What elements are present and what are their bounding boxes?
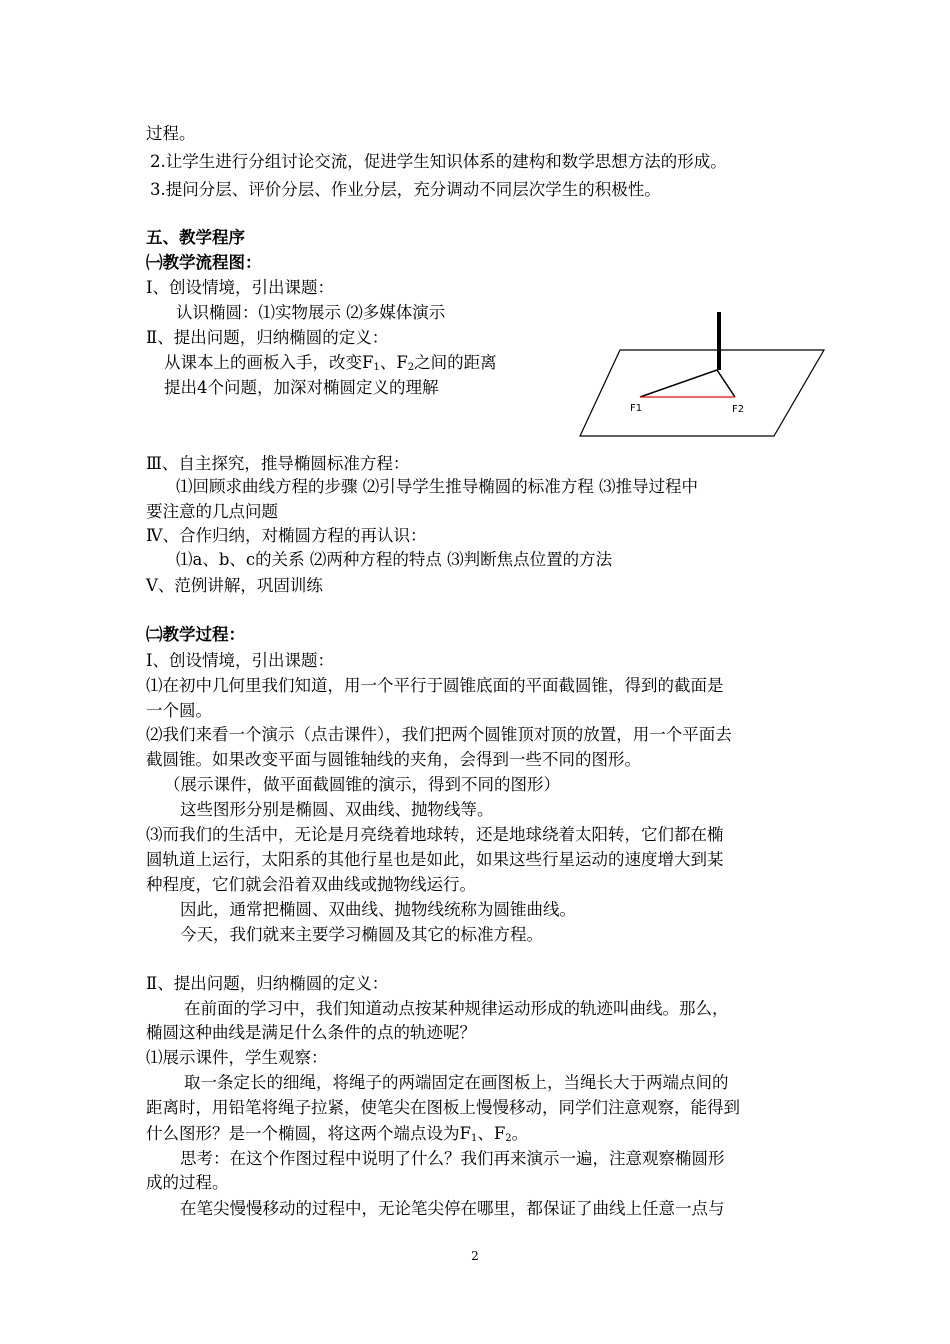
subsection-heading: ㈡教学过程： [146, 625, 245, 644]
text-line: 这些图形分别是椭圆、双曲线、抛物线等。 [180, 800, 494, 819]
text-line: ⑶而我们的生活中，无论是月亮绕着地球转，还是地球绕着太阳转，它们都在椭 [146, 825, 724, 844]
text-line: 在笔尖慢慢移动的过程中，无论笔尖停在哪里，都保证了曲线上任意一点与 [180, 1199, 725, 1218]
page-number: 2 [471, 1249, 479, 1263]
text-line: 种程度，它们就会沿着双曲线或抛物线运行。 [146, 875, 476, 894]
text-line: 成的过程。 [146, 1173, 229, 1192]
text-line: 提出4个问题，加深对椭圆定义的理解 [164, 378, 439, 397]
f1-label: F1 [630, 403, 643, 414]
plane-outline [580, 350, 824, 436]
text-line: 从课本上的画板入手，改变$F_1$、$F_2$之间的距离 [164, 353, 497, 373]
text-line: 思考：在这个作图过程中说明了什么？我们再来演示一遍，注意观察椭圆形 [180, 1149, 725, 1168]
text-line: ⑴在初中几何里我们知道，用一个平行于圆锥底面的平面截圆锥，得到的截面是 [146, 676, 724, 695]
subsection-heading: ㈠教学流程图： [146, 253, 262, 272]
string-left [640, 370, 717, 397]
text-line: ⑵我们来看一个演示（点击课件），我们把两个圆锥顶对顶的放置，用一个平面去 [146, 725, 732, 744]
text-line: 3.提问分层、评价分层、作业分层，充分调动不同层次学生的积极性。 [150, 180, 661, 199]
step-heading: Ⅱ、提出问题，归纳椭圆的定义： [146, 974, 389, 993]
text-line: 要注意的几点问题 [146, 502, 278, 521]
plane-figure [578, 308, 826, 440]
text-line: ⑴回顾求曲线方程的步骤 ⑵引导学生推导椭圆的标准方程 ⑶推导过程中 [176, 477, 698, 496]
flow-step: Ⅲ、自主探究，推导椭圆标准方程： [146, 454, 410, 473]
step-heading: Ⅰ、创设情境，引出课题： [146, 651, 335, 670]
text-line: 2.让学生进行分组讨论交流，促进学生知识体系的建构和数学思想方法的形成。 [150, 152, 727, 171]
text-line: 今天，我们就来主要学习椭圆及其它的标准方程。 [180, 925, 543, 944]
section-heading: 五、教学程序 [146, 228, 245, 247]
text-line: 椭圆这种曲线是满足什么条件的点的轨迹呢？ [146, 1023, 476, 1042]
text-line: （展示课件，做平面截圆锥的演示，得到不同的图形） [164, 775, 560, 794]
text-line: 过程。 [146, 124, 196, 143]
text-line: 在前面的学习中，我们知道动点按某种规律运动形成的轨迹叫曲线。那么， [184, 999, 729, 1018]
f2-label: F2 [732, 404, 745, 415]
flow-step: Ⅳ、合作归纳，对椭圆方程的再认识： [146, 526, 427, 545]
string-right [717, 370, 735, 397]
text-line: 圆轨道上运行，太阳系的其他行星也是如此，如果这些行星运动的速度增大到某 [146, 850, 724, 869]
text-line: 认识椭圆：⑴实物展示 ⑵多媒体演示 [176, 303, 446, 322]
text-line: 取一条定长的细绳，将绳子的两端固定在画图板上，当绳长大于两端点间的 [184, 1073, 729, 1092]
flow-step: Ⅱ、提出问题，归纳椭圆的定义： [146, 328, 389, 347]
flow-step: Ⅴ、范例讲解，巩固训练 [146, 576, 323, 595]
text-line: ⑴展示课件，学生观察： [146, 1048, 328, 1067]
text-line: 什么图形？是一个椭圆，将这两个端点设为$F_1$、$F_2$。 [146, 1124, 529, 1144]
text-line: 距离时，用铅笔将绳子拉紧，使笔尖在图板上慢慢移动，同学们注意观察，能得到 [146, 1098, 740, 1117]
text-line: 截圆锥。如果改变平面与圆锥轴线的夹角，会得到一些不同的图形。 [146, 750, 641, 769]
text-line: 一个圆。 [146, 701, 212, 720]
text-line: 因此，通常把椭圆、双曲线、抛物线统称为圆锥曲线。 [180, 900, 576, 919]
flow-step: Ⅰ、创设情境，引出课题： [146, 278, 335, 297]
text-line: ⑴a、b、c的关系 ⑵两种方程的特点 ⑶判断焦点位置的方法 [176, 550, 613, 569]
